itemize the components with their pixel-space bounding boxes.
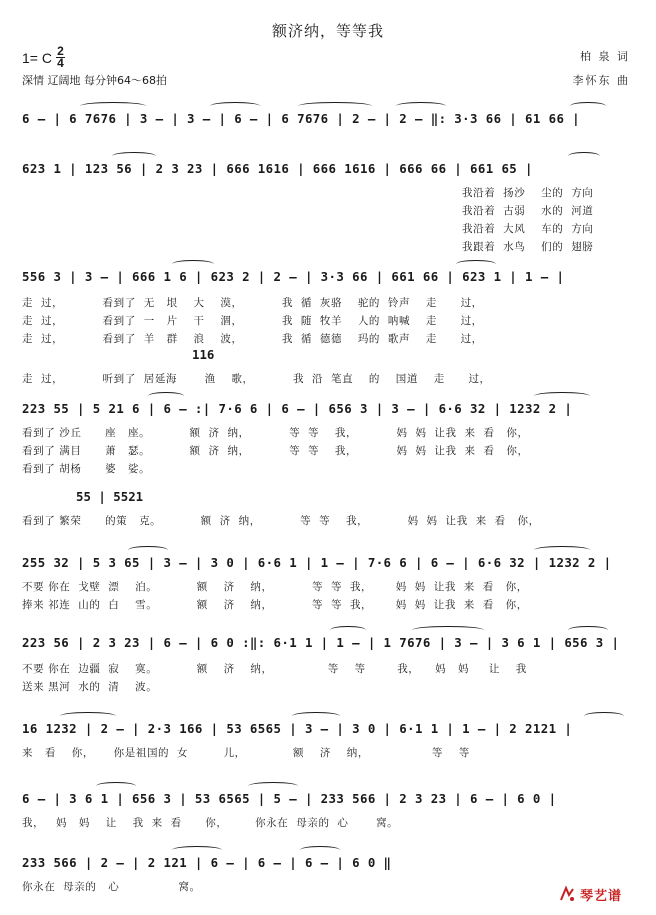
score-line-4: 223 55 | 5 21 6 | 6 – :| 7·6 6 | 6 – | 656 3 | 3 – | 6·6 32 | 1232 2 | bbox=[22, 401, 573, 416]
meter-bottom: 4 bbox=[57, 56, 64, 70]
verse-intro-3: 我沿着 大风 车的 方向 bbox=[462, 223, 594, 235]
lyric-line-1: 走 过， 看到了 无 垠 大 漠， 我 循 灰骆 驼的 铃声 走 过， bbox=[22, 297, 483, 309]
verse-intro-4: 我跟着 水鸟 们的 翅膀 bbox=[462, 241, 594, 253]
score-line-6: 223 56 | 2 3 23 | 6 – | 6 0 :‖: 6·1 1 | 1 – | 1 7676 | 3 – | 3 6 1 | 656 3 | bbox=[22, 635, 620, 650]
verse-intro-2: 我沿着 古弱 水的 河道 bbox=[462, 205, 594, 217]
lyric-line-5: 看到了 沙丘 座 座。 额 济 纳， 等 等 我， 妈 妈 让我 来 看 你， bbox=[22, 427, 529, 439]
meter-top: 2 bbox=[57, 44, 64, 58]
score-line-8: 6 – | 3 6 1 | 656 3 | 53 6565 | 5 – | 233 566 | 2 3 23 | 6 – | 6 0 | bbox=[22, 791, 557, 806]
key-label: 1= C bbox=[22, 49, 52, 66]
lyric-line-9: 不要 你在 戈壁 漂 泊。 额 济 纳， 等 等 我， 妈 妈 让我 来 看 你， bbox=[22, 581, 528, 593]
lyric-line-10: 捧来 祁连 山的 白 雪。 额 济 纳， 等 等 我， 妈 妈 让我 来 看 你， bbox=[22, 599, 528, 611]
aux-notes-1: 116 bbox=[192, 347, 215, 362]
score-line-3: 556 3 | 3 – | 666 1 6 | 623 2 | 2 – | 3·3 66 | 661 66 | 623 1 | 1 – | bbox=[22, 269, 565, 284]
lyric-line-15: 你永在 母亲的 心 窝。 bbox=[22, 881, 201, 893]
page-title: 额济纳，等等我 bbox=[271, 22, 384, 40]
music-logo-icon bbox=[558, 885, 576, 903]
key-signature bbox=[22, 46, 65, 69]
score-line-9: 233 566 | 2 – | 2 121 | 6 – | 6 – | 6 – | 6 0 ‖ bbox=[22, 855, 392, 870]
time-signature bbox=[56, 46, 65, 69]
score-line-2: 623 1 | 123 56 | 2 3 23 | 666 1616 | 666 1616 | 666 66 | 661 65 | bbox=[22, 161, 533, 176]
verse-intro-1: 我沿着 扬沙 尘的 方向 bbox=[462, 187, 594, 199]
logo-text: 琴艺谱 bbox=[580, 888, 623, 904]
lyric-line-8: 看到了 繁荣 的策 克。 额 济 纳， 等 等 我， 妈 妈 让我 来 看 你， bbox=[22, 515, 540, 527]
score-line-5: 255 32 | 5 3 65 | 3 – | 3 0 | 6·6 1 | 1 – | 7·6 6 | 6 – | 6·6 32 | 1232 2 | bbox=[22, 555, 612, 570]
lyric-line-2: 走 过， 看到了 一 片 干 涸， 我 随 牧羊 人的 呐喊 走 过， bbox=[22, 315, 483, 327]
score-line-1: 6 – | 6 7676 | 3 – | 3 – | 6 – | 6 7676 | 2 – | 2 – ‖: 3·3 66 | 61 66 | bbox=[22, 111, 581, 126]
lyric-line-4: 走 过， 听到了 居延海 渔 歌， 我 沿 笔直 的 国道 走 过， bbox=[22, 373, 491, 385]
composer-credit: 李怀东 曲 bbox=[572, 74, 630, 87]
aux-notes-2: 55 | 5521 bbox=[76, 489, 144, 504]
lyric-line-14: 我， 妈 妈 让 我 来 看 你， 你永在 母亲的 心 窝。 bbox=[22, 817, 399, 829]
score-line-7: 16 1232 | 2 – | 2·3 166 | 53 6565 | 3 – | 3 0 | 6·1 1 | 1 – | 2 2121 | bbox=[22, 721, 573, 736]
lyric-line-13: 来 看 你， 你是祖国的 女 儿， 额 济 纳， 等 等 bbox=[22, 747, 470, 759]
lyric-line-11: 不要 你在 边疆 寂 寞。 额 济 纳， 等 等 我， 妈 妈 让 我 bbox=[22, 663, 527, 675]
lyric-line-7: 看到了 胡杨 婆 娑。 bbox=[22, 463, 151, 475]
lyric-line-3: 走 过， 看到了 羊 群 浪 波， 我 循 德德 玛的 歌声 走 过， bbox=[22, 333, 483, 345]
lyricist-credit: 柏 泉 词 bbox=[580, 50, 630, 63]
site-logo bbox=[558, 883, 648, 905]
lyric-line-6: 看到了 满目 萧 瑟。 额 济 纳， 等 等 我， 妈 妈 让我 来 看 你， bbox=[22, 445, 529, 457]
tempo-marking: 深情 辽阔地 每分钟64～68拍 bbox=[22, 74, 167, 87]
lyric-line-12: 送来 黑河 水的 清 波。 bbox=[22, 681, 158, 693]
